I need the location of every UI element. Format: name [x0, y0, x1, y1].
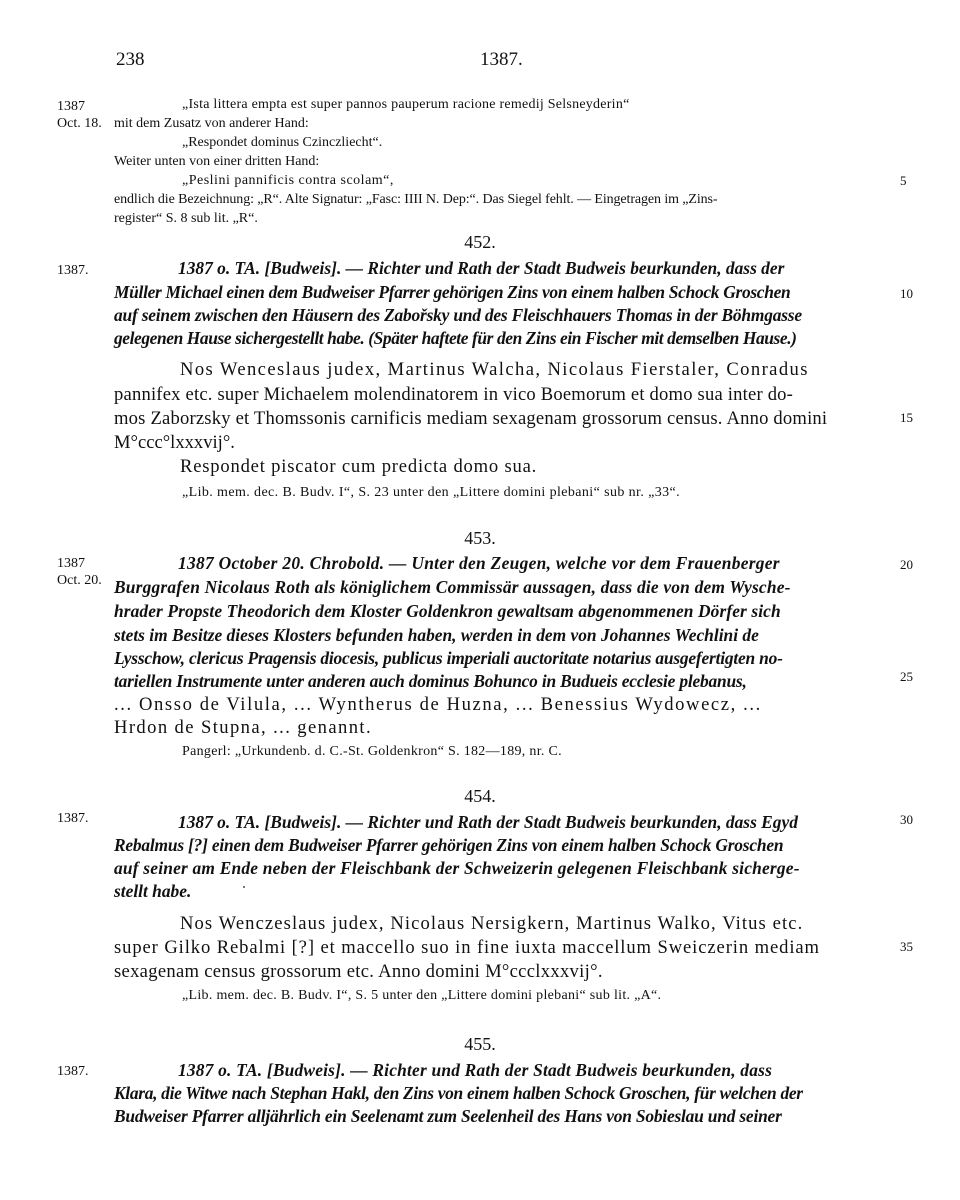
document-number: 455.	[464, 1034, 496, 1054]
text-line: mit dem Zusatz von anderer Hand:	[114, 116, 309, 131]
document-number: 453.	[464, 528, 496, 548]
text-line: „Ista littera empta est super pannos pauperum racione remedij Selsneyderin“	[182, 97, 630, 112]
text-line: M°ccc°lxxxvij°.	[114, 432, 235, 453]
regest-line: Lysschow, clericus Pragensis diocesis, publicus imperiali auctoritate notarius ausgefertigten no-	[114, 648, 783, 668]
regest-line: 1387 o. TA. [Budweis]. — Richter und Rath der Stadt Budweis beurkunden, dass	[178, 1060, 773, 1080]
source-line: „Lib. mem. dec. B. Budv. I“, S. 23 unter den „Littere domini plebani“ sub nr. „33“.	[182, 485, 681, 500]
line-number: 20	[900, 557, 913, 572]
text-line: Nos Wenczeslaus judex, Nicolaus Nersigkern, Martinus Walko, Vitus etc.	[180, 913, 804, 934]
text-line: „Respondet dominus Czinczliecht“.	[182, 135, 383, 150]
line-number: 35	[900, 939, 913, 954]
regest-line: auf seiner am Ende neben der Fleischbank der Schweizerin gelegenen Fleischbank sicherge-	[114, 858, 800, 878]
text-line: Respondet piscator cum predicta domo sua.	[180, 456, 538, 477]
regest-line: Klara, die Witwe nach Stephan Hakl, den Zins von einem halben Schock Groschen, für welchen der	[114, 1083, 803, 1103]
text-line: super Gilko Rebalmi [?] et maccello suo in fine iuxta maccellum Sweiczerin mediam	[114, 937, 820, 958]
text-line: register“ S. 8 sub lit. „R“.	[114, 211, 258, 226]
regest-line: stets im Besitze dieses Klosters befunden haben, werden in dem von Johannes Wechlini de	[114, 625, 759, 645]
text-line: sexagenam census grossorum etc. Anno domini M°ccclxxxvij°.	[114, 961, 603, 982]
text-line: Weiter unten von einer dritten Hand:	[114, 154, 320, 169]
line-number: 5	[900, 173, 907, 188]
regest-line: gelegenen Hause sichergestellt habe. (Später haftete für den Zins ein Fischer mit demselben Hause.)	[114, 328, 797, 348]
text-line: pannifex etc. super Michaelem molendinatorem in vico Boemorum et domo sua inter do-	[114, 384, 794, 405]
document-number: 454.	[464, 786, 496, 806]
running-head-year: 1387.	[480, 49, 523, 70]
regest-line: Budweiser Pfarrer alljährlich ein Seelenamt zum Seelenheil des Hans von Sobieslau und seiner	[114, 1106, 782, 1126]
regest-line: hrader Propste Theodorich dem Kloster Goldenkron gewaltsam abgenommenen Dörfer sich	[114, 601, 781, 621]
document-number: 452.	[464, 232, 496, 252]
regest-line: stellt habe.	[114, 881, 192, 901]
line-number: 30	[900, 812, 913, 827]
line-number: 15	[900, 410, 913, 425]
margin-date: 1387.	[57, 1064, 89, 1079]
page-header	[0, 49, 960, 73]
margin-date: 1387 Oct. 18.	[57, 99, 102, 131]
regest-line: auf seinem zwischen den Häusern des Zabořsky und des Fleischhauers Thomas in der Böhmgasse	[114, 305, 802, 325]
line-number: 10	[900, 286, 913, 301]
line-number: 25	[900, 669, 913, 684]
regest-line: 1387 o. TA. [Budweis]. — Richter und Rath der Stadt Budweis beurkunden, dass der	[178, 258, 785, 278]
text-line: ... Onsso de Vilula, ... Wyntherus de Huzna, ... Benessius Wydowecz, ...	[114, 694, 762, 715]
regest-line: 1387 o. TA. [Budweis]. — Richter und Rath der Stadt Budweis beurkunden, dass Egyd	[178, 812, 798, 832]
margin-date: 1387.	[57, 263, 89, 278]
text-line: Hrdon de Stupna, ... genannt.	[114, 717, 373, 738]
print-speck	[243, 886, 245, 888]
regest-line: Müller Michael einen dem Budweiser Pfarrer gehörigen Zins von einem halben Schock Groschen	[114, 282, 791, 302]
text-line: endlich die Bezeichnung: „R“. Alte Signatur: „Fasc: IIII N. Dep:“. Das Siegel fehlt. — Eingetragen im „Zins-	[114, 192, 718, 207]
margin-date: 1387.	[57, 811, 89, 826]
margin-date: 1387 Oct. 20.	[57, 556, 102, 588]
regest-line: 1387 October 20. Chrobold. — Unter den Zeugen, welche vor dem Frauenberger	[178, 553, 780, 573]
text-line: „Peslini pannificis contra scolam“,	[182, 173, 394, 188]
regest-line: Burggrafen Nicolaus Roth als königlichem Commissär aussagen, dass die von dem Wysche-	[114, 577, 791, 597]
regest-line: tariellen Instrumente unter anderen auch dominus Bohunco in Budueis ecclesie plebanus,	[114, 671, 747, 691]
text-line: Nos Wenceslaus judex, Martinus Walcha, Nicolaus Fierstaler, Conradus	[180, 359, 809, 380]
text-line: mos Zaborzsky et Thomssonis carnificis mediam sexagenam grossorum census. Anno domini	[114, 408, 828, 429]
page-number: 238	[116, 49, 145, 70]
source-line: „Lib. mem. dec. B. Budv. I“, S. 5 unter den „Littere domini plebani“ sub lit. „A“.	[182, 988, 662, 1003]
source-line: Pangerl: „Urkundenb. d. C.-St. Goldenkron“ S. 182—189, nr. C.	[182, 744, 562, 759]
regest-line: Rebalmus [?] einen dem Budweiser Pfarrer gehörigen Zins von einem halben Schock Groschen	[114, 835, 784, 855]
